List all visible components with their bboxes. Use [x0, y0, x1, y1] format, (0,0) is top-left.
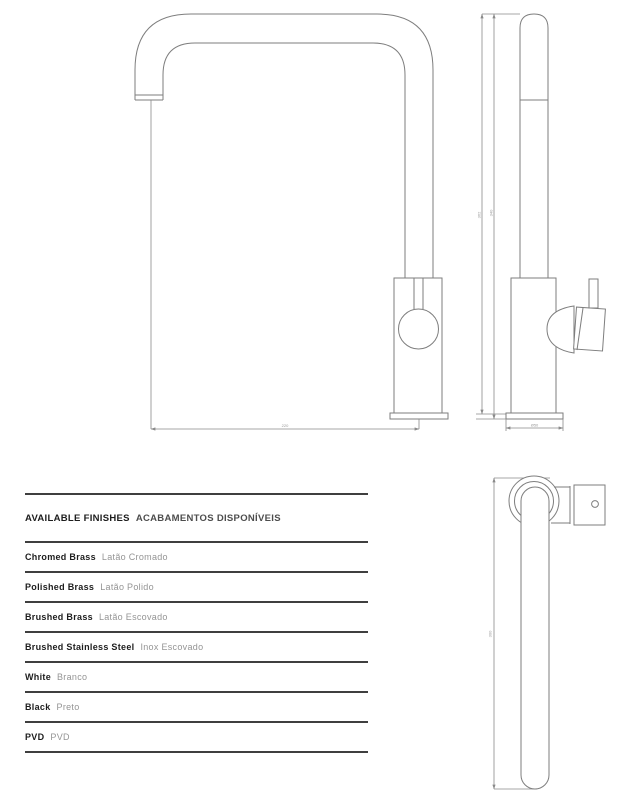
finish-row-brushed-brass: [25, 603, 368, 633]
finish-name-en: Brushed Brass: [25, 612, 93, 622]
finish-row-white: [25, 663, 368, 693]
dimension-label-length: 300: [487, 630, 493, 638]
handle-knob-stick: [589, 279, 598, 308]
finishes-header-en: AVAILABLE FINISHES: [25, 512, 130, 524]
spout-inner-outline: [163, 43, 405, 278]
finish-name-pt: Latão Polido: [100, 582, 154, 592]
tube-profile-outline: [520, 14, 548, 278]
finish-name-en: Chromed Brass: [25, 552, 96, 562]
finish-name-en: Brushed Stainless Steel: [25, 642, 135, 652]
spout-top-outline: [521, 487, 549, 789]
base-flange-side: [506, 413, 563, 419]
dimension-label-height-outer: 362: [476, 211, 482, 219]
finishes-header-pt: ACABAMENTOS DISPONÍVEIS: [135, 512, 281, 524]
swivel-joint-circle: [399, 309, 439, 349]
finish-name-en: Polished Brass: [25, 582, 95, 592]
finish-row-pvd: [25, 723, 368, 753]
base-flange: [390, 413, 448, 419]
finish-row-chromed-brass: [25, 543, 368, 573]
handle-lever-body: [574, 307, 606, 351]
finishes-table: [25, 493, 368, 753]
finish-name-pt: Latão Cromado: [101, 552, 168, 562]
finish-name-en: Black: [25, 702, 51, 712]
finish-name-pt: Branco: [57, 672, 88, 682]
finish-row-polished-brass: [25, 573, 368, 603]
faucet-front-view: [130, 5, 460, 440]
finish-name-pt: Inox Escovado: [140, 642, 204, 652]
dimension-label-base: Ø50: [530, 422, 539, 428]
handle-top-body: [574, 485, 605, 525]
dimension-label-projection: 220: [281, 423, 289, 428]
finish-row-black: [25, 693, 368, 723]
finish-name-pt: PVD: [50, 732, 70, 742]
faucet-body-side: [511, 278, 556, 413]
faucet-top-view: [483, 468, 613, 798]
finish-name-pt: Preto: [56, 702, 80, 712]
dimension-label-height-inner: 340: [488, 209, 494, 217]
faucet-side-view: [470, 5, 615, 440]
spout-outer-outline: [135, 14, 433, 278]
finish-name-pt: Latão Escovado: [98, 612, 168, 622]
finish-row-brushed-stainless-steel: [25, 633, 368, 663]
finish-name-en: White: [25, 672, 51, 682]
finish-name-en: PVD: [25, 732, 45, 742]
finishes-table-header: [25, 493, 368, 543]
